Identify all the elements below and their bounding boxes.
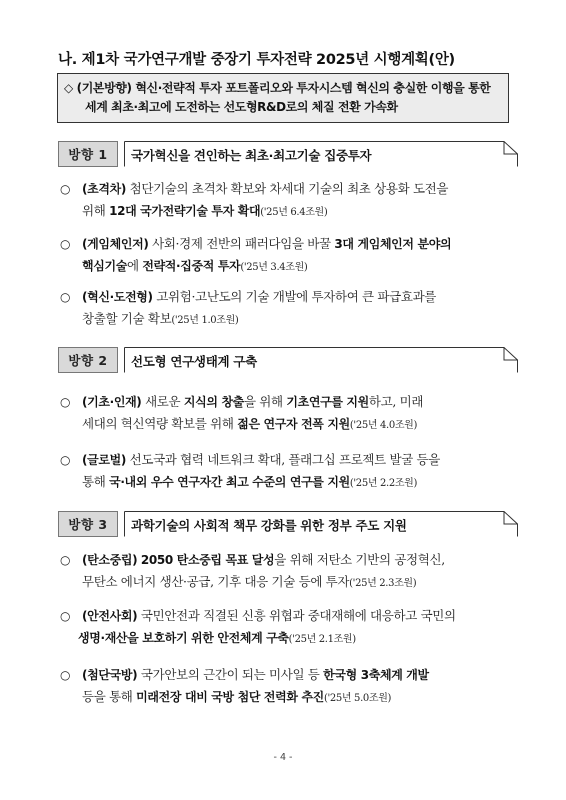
direction-3-title: 과학기술의 사회적 책무 강화를 위한 정부 주도 지원 bbox=[131, 518, 407, 533]
direction-2-title: 선도형 연구생태계 구축 bbox=[131, 354, 257, 369]
bullet-icon: ○ bbox=[60, 453, 71, 467]
bullet-icon: ○ bbox=[60, 237, 71, 251]
list-item: ○ (글로벌) 선도국과 협력 네트워크 확대, 플래그십 프로젝트 발굴 등을 통해 국·내외 우수 연구자간 최고 수준의 연구를 지원('25년 2.2조원) bbox=[60, 449, 522, 495]
summary-line-2: 세계 최초·최고에 도전하는 선도형R&D로의 체질 전환 가속화 bbox=[85, 100, 398, 114]
direction-1-tag: 방향 1 bbox=[58, 141, 118, 167]
bullet-icon: ○ bbox=[60, 182, 71, 196]
summary-box bbox=[57, 73, 509, 123]
list-item: ○ (혁신·도전형) 고위험·고난도의 기술 개발에 투자하여 큰 파급효과를 창출할 기술 확보('25년 1.0조원) bbox=[60, 286, 522, 332]
bullet-icon: ○ bbox=[60, 668, 71, 682]
direction-2-tag: 방향 2 bbox=[58, 347, 118, 373]
list-item: ○ (탄소중립) 2050 탄소중립 목표 달성을 위해 저탄소 기반의 공정혁신, 무탄소 에너지 생산·공급, 기후 대응 기술 등에 투자('25년 2.3조원) bbox=[60, 549, 522, 595]
bullet-icon: ○ bbox=[60, 553, 71, 567]
direction-3-header bbox=[58, 511, 518, 537]
list-item: ○ (게임체인저) 사회·경제 전반의 패러다임을 바꿀 3대 게임체인저 분야의 핵심기술에 전략적·집중적 투자('25년 3.4조원) bbox=[60, 233, 522, 279]
list-item: ○ (첨단국방) 국가안보의 근간이 되는 미사일 등 한국형 3축체계 개발 등을 통해 미래전장 대비 국방 첨단 전력화 추진('25년 5.0조원) bbox=[60, 664, 522, 710]
list-item: ○ (기초·인재) 새로운 지식의 창출을 위해 기초연구를 지원하고, 미래 세대의 혁신역량 확보를 위해 젊은 연구자 전폭 지원('25년 4.0조원) bbox=[60, 391, 522, 437]
bullet-icon: ○ bbox=[60, 395, 71, 409]
direction-1-title: 국가혁신을 견인하는 최초·최고기술 집중투자 bbox=[131, 148, 372, 163]
bullet-icon: ○ bbox=[60, 609, 71, 623]
direction-1-header bbox=[58, 141, 518, 167]
page-number: - 4 - bbox=[273, 752, 293, 763]
direction-3-tag: 방향 3 bbox=[58, 511, 118, 537]
list-item: ○ (초격차) 첨단기술의 초격차 확보와 차세대 기술의 최초 상용화 도전을 위해 12대 국가전략기술 투자 확대('25년 6.4조원) bbox=[60, 178, 522, 224]
list-item: ○ (안전사회) 국민안전과 직결된 신흥 위협과 중대재해에 대응하고 국민의 생명·재산을 보호하기 위한 안전체계 구축('25년 2.1조원) bbox=[60, 605, 522, 651]
bullet-icon: ○ bbox=[60, 290, 71, 304]
summary-line-1: ◇ (기본방향) 혁신·전략적 투자 포트폴리오와 투자시스템 혁신의 충실한 이행을 통한 bbox=[64, 81, 491, 95]
page-title: 나. 제1차 국가연구개발 중장기 투자전략 2025년 시행계획(안) bbox=[58, 52, 455, 68]
direction-2-header bbox=[58, 347, 518, 373]
